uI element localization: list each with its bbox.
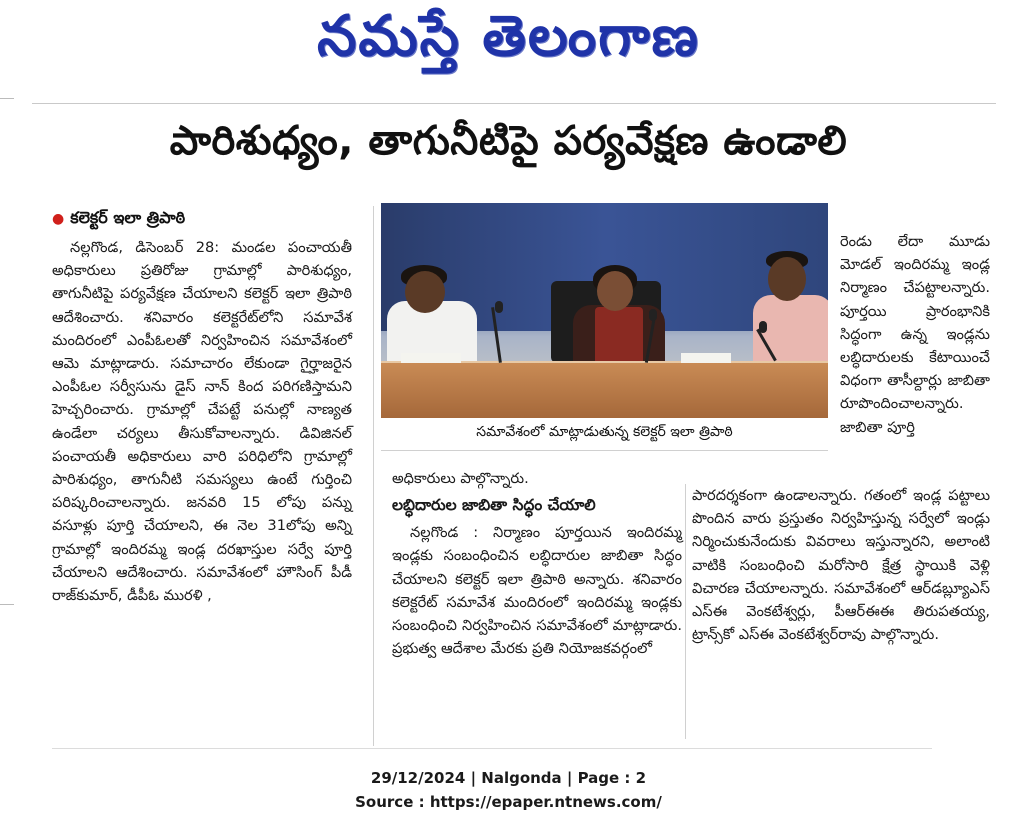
photo-papers [681, 353, 731, 363]
column-2-lead: అధికారులు పాల్గొన్నారు. [392, 470, 529, 487]
microphone-icon [649, 309, 657, 321]
margin-tick [0, 604, 14, 605]
byline [52, 208, 185, 231]
article-column-4 [692, 484, 990, 646]
photo-head [405, 271, 445, 313]
margin-tick [0, 98, 14, 99]
column-4-text: పారదర్శకంగా ఉండాలన్నారు. గతంలో ఇండ్ల పట్టాలు పొందిన వారు ప్రస్తుతం నిర్వహిస్తున్న సర్వేలో ఇండ్లు నిర్మించుకునేందుకు వివరాలు ఇస్తున్నారని, అలాంటి వాటికి సంబంధించి మరోసారి క్షేత్ర స్థాయికి వెళ్లి విచారణ చేయాలన్నారు. సమావేశంలో ఆర్‌డబ్ల్యూఎస్ ఎస్ఈ వెంకటేశ్వర్లు, పీఆర్ఈఈ తిరుపతయ్య, ట్రాన్స్‌కో ఎస్ఈ వెంకటేశ్వర్‌రావు పాల్గొన్నారు. [692, 487, 990, 644]
masthead: నమస్తే తెలంగాణ [317, 4, 700, 69]
caption-rule [381, 450, 828, 451]
footer-date-edition: 29/12/2024 | Nalgonda | Page : 2 [370, 769, 647, 787]
photo-head [768, 257, 806, 301]
photo-head [597, 271, 633, 311]
bullet-icon: ● [52, 211, 65, 227]
headline: పారిశుధ్యం, తాగునీటిపై పర్యవేక్షణ ఉండాలి [169, 118, 848, 164]
microphone-icon [495, 301, 503, 313]
column-1-text: నల్లగొండ, డిసెంబర్ 28: మండల పంచాయతీ అధికారులు ప్రతిరోజు గ్రామాల్లో పారిశుధ్యం, తాగునీటిపై పర్యవేక్షణ చేయాలని కలెక్టర్ ఇలా త్రిపాఠి ఆదేశించారు. శనివారం కలెక్టరేట్‌లోని సమావేశ మందిరంలో ఎంపీఓలతో నిర్వహించిన సమావేశంలో ఆమె మాట్లాడారు. సమాచారం లేకుండా గైర్హాజరైన ఎంపీఓల సర్వీసును డైస్ నాన్ కింద పరిగణిస్తామని హెచ్చరించారు. గ్రామాల్లో చేపట్టే పనుల్లో నాణ్యత ఉండేలా చర్యలు తీసుకోవాలన్నారు. డివిజినల్ పంచాయతీ అధికారులు వారి పరిధిలోని గ్రామాల్లో పారిశుధ్యం, తాగునీటి సమస్యలు ఉంటే గుర్తించి పరిష్కరించాలన్నారు. జనవరి 15 లోపు పన్ను వసూళ్లు పూర్తి చేయాలని, ఈ నెల 31లోపు అన్ని గ్రామాల్లో ఇందిరమ్మ ఇండ్ల దరఖాస్తుల సర్వే పూర్తి చేయాలని ఆదేశించారు. సమావేశంలో హౌసింగ్ పీడీ రాజ్‌కుమార్, డీపీఓ మురళి , [52, 239, 352, 605]
subheading: లబ్ధిదారుల జాబితా సిద్ధం చేయాలి [392, 496, 596, 515]
bottom-rule [52, 748, 932, 749]
footer-source: Source : https://epaper.ntnews.com/ [355, 793, 662, 811]
photo-table [381, 363, 828, 418]
article-column-3 [840, 230, 990, 439]
article-column-2 [392, 467, 682, 660]
photo-saree [595, 307, 643, 365]
article-column-1 [52, 236, 352, 607]
photo-caption: సమావేశంలో మాట్లాడుతున్న కలెక్టర్ ఇలా త్రిపాఠి [476, 424, 733, 440]
meeting-photo [381, 203, 828, 418]
column-rule [685, 484, 686, 739]
column-rule [373, 206, 374, 746]
column-3-text: రెండు లేదా మూడు మోడల్ ఇందిరమ్మ ఇండ్ల నిర్మాణం చేపట్టాలన్నారు. పూర్తయి ప్రారంభానికి సిద్ధంగా ఉన్న ఇండ్లను లబ్ధిదారులకు కేటాయించే విధంగా తాసీల్దార్లు జాబితా రూపొందించాలన్నారు. జాబితా పూర్తి [840, 233, 990, 436]
photo-papers [401, 353, 461, 363]
microphone-icon [759, 321, 767, 333]
byline-text: కలెక్టర్ ఇలా త్రిపాఠి [70, 208, 186, 227]
masthead-divider [32, 103, 996, 104]
column-2-text: నల్లగొండ : నిర్మాణం పూర్తయిన ఇందిరమ్మ ఇండ్లకు సంబంధించిన లబ్ధిదారుల జాబితా సిద్ధం చేయాలని కలెక్టర్ ఇలా త్రిపాఠి అన్నారు. శనివారం కలెక్టరేట్ సమావేశ మందిరంలో ఇందిరమ్మ ఇండ్లకు సంబంధించి నిర్వహించిన సమావేశంలో మాట్లాడారు. ప్రభుత్వ ఆదేశాల మేరకు ప్రతి నియోజకవర్గంలో [392, 524, 682, 658]
